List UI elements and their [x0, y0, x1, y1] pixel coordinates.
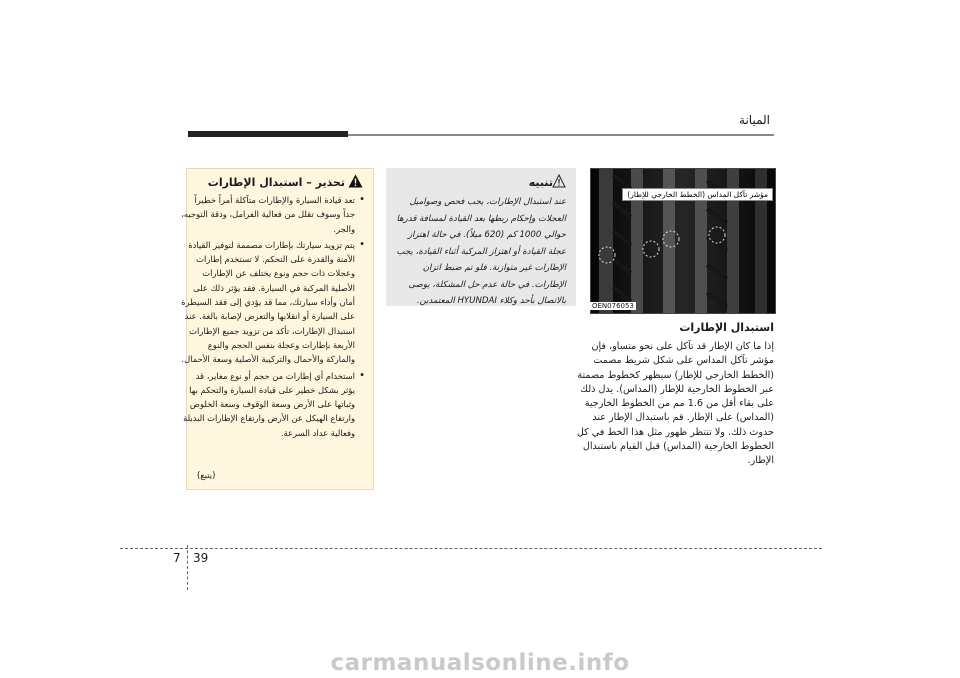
- warning-box: [181, 168, 374, 490]
- warning-item: • استخدام أي إطارات من حجم أو نوع مغاير، قد يؤثر بشكل خطير على قيادة السيارة والتحكم بها وثباتها على الأرض وسعة الوقوف وسعة الخلوص وارتفاع الهيكل عن الأرض وارتفاع الإطارات البديلة وفعالية عداد السرعة.: [181, 369, 355, 440]
- page-number: 39: [193, 551, 209, 565]
- tire-tread-photo: [590, 168, 776, 314]
- tread-wear-indicator-callout: مؤشر تآكل المداس (الخطط الخارجي للإطار): [622, 188, 773, 201]
- caution-triangle-icon: [552, 174, 566, 188]
- chapter-number: 7: [173, 551, 181, 565]
- footer-divider: [187, 545, 188, 590]
- watermark: carmanualsonline.info: [330, 650, 630, 676]
- warning-triangle-icon: [348, 174, 363, 188]
- continued-label: (يتبع): [197, 470, 216, 480]
- section-heading: استبدال الإطارات: [679, 321, 774, 334]
- footer-rule: [120, 548, 822, 549]
- photo-code: OEN076053: [592, 302, 634, 310]
- header-rule-accent: [188, 131, 348, 137]
- section-body: إذا ما كان الإطار قد تآكل على نحو متساو، فإن مؤشر تآكل المداس على شكل شريط مصمت (الخطط الخارجي للإطار) سيظهر كخطوط مصمتة عبر الخطوط الخارجية للإطار (المداس). يدل ذلك على بقاء أقل من 1.6 مم من الخطوط الخارجية (المداس) على الإطار. قم باستبدال الإطار عند حدوث ذلك. ولا تنتظر ظهور مثل هذا الخط في كل الخطوط الخارجية (المداس) قبل القيام باستبدال الإطار.: [576, 341, 774, 467]
- notice-body: عند استبدال الإطارات، يجب فحص وصواميل العجلات وإحكام ربطها بعد القيادة لمسافة قدرها حوالي 1000 كم (620 ميلاً). في حالة اهتزاز عجلة القيادة أو اهتزاز المركبة أثناء القيادة، يجب الإطارات غير متوازنة. فلو تم ضبط اتزان الإطارات. في حالة عدم حل المشكلة، يوصى بالاتصال بأحد وكلاء HYUNDAI المعتمدين.: [396, 197, 566, 306]
- section-title: الميانة: [739, 113, 770, 127]
- warning-list: [181, 193, 365, 442]
- notice-box: [386, 168, 576, 306]
- notice-title: تنبيه: [528, 176, 553, 189]
- warning-title: تحذير – استبدال الإطارات: [207, 176, 345, 189]
- warning-item: • تعد قيادة السيارة والإطارات متآكلة أمراً خطيراً جداً وسوف تقلل من فعالية الفرامل، ودقة التوجيه، والجر.: [181, 193, 355, 236]
- warning-item: • يتم تزويد سيارتك بإطارات مصممة لتوفير القيادة الآمنة والقدرة على التحكم. لا تستخدم إطارات وعجلات ذات حجم ونوع يختلف عن الإطارات الأصلية المركبة في السيارة. فقد يؤثر ذلك على أمان وأداء سيارتك، مما قد يؤدي إلى فقد السيطرة على السيارة أو انقلابها والتعرض لإصابة بالغة. عند استبدال الإطارات، تأكد من تزويد جميع الإطارات الأربعة بإطارات وعجلة بنفس الحجم والنوع والماركة والأحمال والتركيبة الأصلية وسعة الأحمال.: [181, 238, 355, 367]
